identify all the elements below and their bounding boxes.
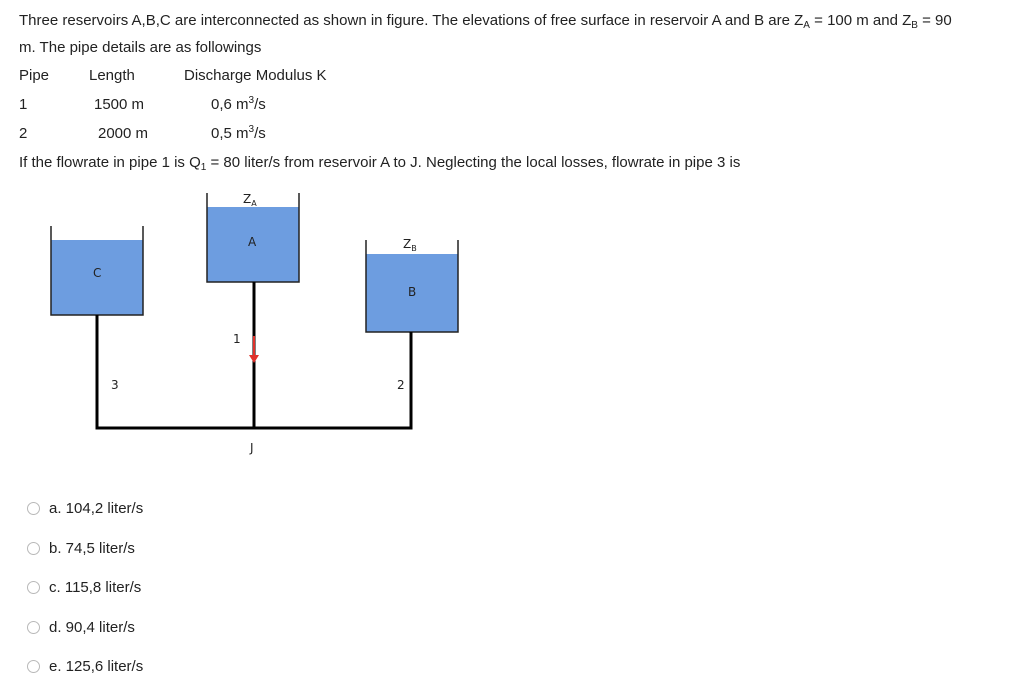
q1-subscript: 1 [200, 162, 207, 173]
flow-arrow-head [249, 355, 259, 363]
k-unit: /s [254, 125, 266, 142]
label-reservoir-a: A [248, 235, 257, 249]
question-text-3b: = 80 liter/s from reservoir A to J. Neglecting the local losses, flowrate in pipe 3 is [206, 154, 741, 171]
option-c[interactable] [27, 577, 141, 597]
radio-button[interactable] [27, 542, 40, 555]
radio-button[interactable] [27, 621, 40, 634]
label-pipe-1: 1 [233, 332, 241, 346]
table-header-length: Length [89, 67, 135, 84]
table-row-2-length: 2000 m [98, 125, 149, 142]
question-text-1a: Three reservoirs A,B,C are interconnected as shown in figure. The elevations of free surface in reservoir A and B are Z [19, 12, 804, 29]
label-junction: J [250, 441, 254, 455]
za-subscript: A [803, 20, 810, 31]
question-text-1c: = 90 [917, 12, 952, 29]
k-exp: 3 [248, 95, 255, 106]
table-row-2-pipe: 2 [19, 125, 28, 142]
option-label: b. 74,5 liter/s [49, 539, 135, 557]
option-label: d. 90,4 liter/s [49, 618, 135, 636]
radio-button[interactable] [27, 581, 40, 594]
k-value: 0,5 m [211, 125, 249, 142]
label-pipe-3: 3 [111, 378, 119, 392]
k-unit: /s [254, 96, 266, 113]
label-pipe-2: 2 [397, 378, 405, 392]
k-exp: 3 [248, 124, 255, 135]
option-label: e. 125,6 liter/s [49, 657, 144, 675]
option-a[interactable] [27, 498, 143, 518]
option-d[interactable] [27, 617, 135, 637]
table-row-1-length: 1500 m [94, 96, 145, 113]
option-label: c. 115,8 liter/s [49, 578, 142, 596]
question-text-1b: = 100 m and Z [809, 12, 912, 29]
table-header-pipe: Pipe [19, 67, 50, 84]
question-text-2: m. The pipe details are as followings [19, 39, 262, 56]
label-za: $Z_A$ [243, 192, 257, 208]
option-label: a. 104,2 liter/s [49, 499, 144, 517]
table-header-k: Discharge Modulus K [184, 67, 327, 84]
label-reservoir-c: C [93, 266, 102, 280]
label-reservoir-b: B [408, 285, 417, 299]
radio-button[interactable] [27, 660, 40, 673]
k-value: 0,6 m [211, 96, 249, 113]
zb-subscript: B [911, 20, 918, 31]
pipe-2 [254, 332, 411, 428]
pipe-3 [97, 315, 254, 428]
option-b[interactable] [27, 538, 135, 558]
radio-button[interactable] [27, 502, 40, 515]
label-zb: $Z_B$ [403, 237, 417, 253]
question-text-3a: If the flowrate in pipe 1 is Q [19, 154, 201, 171]
table-row-1-pipe: 1 [19, 96, 28, 113]
option-e[interactable] [27, 656, 143, 676]
